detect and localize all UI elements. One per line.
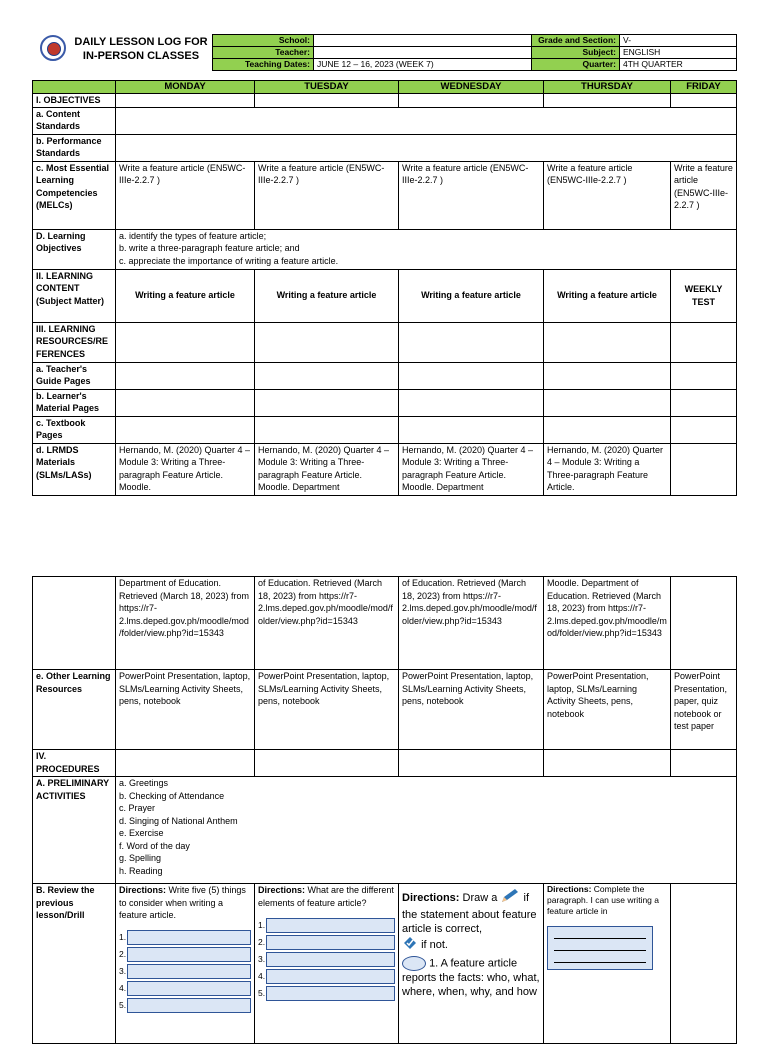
cell[interactable] — [671, 322, 737, 362]
directions-text-part1: Draw a — [462, 891, 498, 904]
row-label-melcs: c. Most Essential Learning Competencies (MELCs) — [33, 161, 116, 229]
other-friday: PowerPoint Presentation, paper, quiz notebook or test paper — [671, 670, 737, 750]
quarter-label: Quarter: — [532, 59, 620, 71]
item-number: 3. — [119, 966, 127, 977]
cell[interactable] — [116, 94, 255, 108]
day-friday: FRIDAY — [671, 81, 737, 94]
answer-line-4 — [119, 982, 251, 996]
item-number: 2. — [119, 949, 127, 960]
melc-tuesday: Write a feature article (EN5WC-IIIe-2.2.7 ) — [255, 161, 399, 229]
item-number: 5. — [119, 1000, 127, 1011]
form-title-line1: DAILY LESSON LOG FOR — [74, 36, 208, 48]
cell[interactable] — [255, 362, 399, 389]
item-number: 3. — [258, 953, 266, 964]
directions-text: What are the different elements of feature article? — [258, 885, 394, 908]
school-label: School: — [213, 35, 314, 47]
melc-wednesday: Write a feature article (EN5WC-IIIe-2.2.7 ) — [399, 161, 544, 229]
lrmds-thursday-part2: Moodle. Department of Education. Retrieved (March 18, 2023) from https://r7-2.lms.deped.gov.ph/moodle/mod/folder/view.php?id=15343 — [544, 577, 671, 670]
cell[interactable] — [544, 416, 671, 443]
answer-line-1 — [258, 918, 395, 932]
cell[interactable] — [671, 884, 737, 1044]
day-wednesday: WEDNESDAY — [399, 81, 544, 94]
cell[interactable] — [671, 362, 737, 389]
cell[interactable] — [399, 389, 544, 416]
cell[interactable] — [671, 577, 737, 670]
row-label-learners-material: b. Learner's Material Pages — [33, 389, 116, 416]
objective-b: b. write a three-paragraph feature article; and — [119, 243, 300, 253]
item-number: 4. — [258, 970, 266, 981]
lesson-log-table-page1 — [32, 80, 737, 496]
dates-field[interactable]: JUNE 12 – 16, 2023 (WEEK 7) — [314, 59, 532, 71]
cell[interactable] — [399, 322, 544, 362]
row-label-lrmds: d. LRMDS Materials (SLMs/LASs) — [33, 443, 116, 495]
answer-box[interactable] — [127, 947, 251, 962]
cell[interactable] — [671, 443, 737, 495]
cell[interactable] — [255, 94, 399, 108]
content-thursday: Writing a feature article — [544, 269, 671, 322]
cell[interactable] — [116, 750, 255, 777]
answer-line-3 — [119, 965, 251, 979]
lrmds-wednesday-part2: of Education. Retrieved (March 18, 2023) from https://r7-2.lms.deped.gov.ph/moodle/mod/folder/view.php?id=15343 — [399, 577, 544, 670]
answer-box[interactable] — [266, 935, 395, 950]
cell[interactable] — [399, 94, 544, 108]
lrmds-monday-part1: Hernando, M. (2020) Quarter 4 – Module 3: Writing a Three-paragraph Feature Article. Moodle. — [116, 443, 255, 495]
prelim-item: c. Prayer — [119, 803, 156, 813]
cell[interactable] — [671, 94, 737, 108]
cell — [33, 577, 116, 670]
review-tuesday — [255, 884, 399, 1044]
form-title — [70, 35, 212, 63]
answer-box[interactable] — [266, 986, 395, 1001]
row-label-objectives: I. OBJECTIVES — [33, 94, 116, 108]
answer-box[interactable] — [127, 964, 251, 979]
school-field[interactable] — [314, 35, 532, 47]
grade-label: Grade and Section: — [532, 35, 620, 47]
other-wednesday: PowerPoint Presentation, laptop, SLMs/Learning Activity Sheets, pens, notebook — [399, 670, 544, 750]
cell[interactable] — [671, 389, 737, 416]
answer-line-3 — [258, 952, 395, 966]
answer-box[interactable] — [266, 969, 395, 984]
lrmds-tuesday-part2: of Education. Retrieved (March 18, 2023) from https://r7-2.lms.deped.gov.ph/moodle/mod/folder/view.php?id=15343 — [255, 577, 399, 670]
row-label-learning-content: II. LEARNING CONTENT (Subject Matter) — [33, 269, 116, 322]
item-number: 1. — [258, 919, 266, 930]
cell[interactable] — [399, 362, 544, 389]
cell[interactable] — [255, 389, 399, 416]
content-tuesday: Writing a feature article — [255, 269, 399, 322]
directions-label: Directions: — [258, 885, 306, 895]
other-tuesday: PowerPoint Presentation, laptop, SLMs/Learning Activity Sheets, pens, notebook — [255, 670, 399, 750]
cell[interactable] — [116, 362, 255, 389]
cell[interactable] — [544, 322, 671, 362]
grade-field[interactable]: V- — [620, 35, 737, 47]
cell[interactable] — [544, 94, 671, 108]
cell[interactable] — [116, 389, 255, 416]
content-wednesday: Writing a feature article — [399, 269, 544, 322]
objective-c: c. appreciate the importance of writing a feature article. — [119, 255, 339, 266]
quarter-field[interactable]: 4TH QUARTER — [620, 59, 737, 71]
logo-seal — [40, 35, 66, 61]
directions-text: Complete the paragraph. I can use writing a feature article in — [547, 884, 659, 916]
day-monday: MONDAY — [116, 81, 255, 94]
pencil-icon — [500, 888, 520, 908]
cell[interactable] — [255, 416, 399, 443]
row-label-other-resources: e. Other Learning Resources — [33, 670, 116, 750]
corner-cell — [33, 81, 116, 94]
prelim-item: d. Singing of National Anthem — [119, 815, 238, 826]
answer-line-5 — [119, 999, 251, 1013]
objective-a: a. identify the types of feature article; — [119, 230, 267, 241]
row-label-resources: III. LEARNING RESOURCES/REFERENCES — [33, 322, 116, 362]
lesson-log-table-page2 — [32, 576, 737, 1044]
diamond-check-icon — [402, 936, 418, 954]
melc-monday: Write a feature article (EN5WC-IIIe-2.2.7 ) — [116, 161, 255, 229]
review-thursday — [544, 884, 671, 1044]
row-label-procedures: IV. PROCEDURES — [33, 750, 116, 777]
cell[interactable] — [255, 750, 399, 777]
day-tuesday: TUESDAY — [255, 81, 399, 94]
form-title-line2: IN-PERSON CLASSES — [82, 50, 200, 62]
directions-label: Directions: — [547, 884, 592, 894]
day-thursday: THURSDAY — [544, 81, 671, 94]
row-label-content-standards: a. Content Standards — [33, 107, 116, 134]
row-label-performance-standards: b. Performance Standards — [33, 134, 116, 161]
answer-line-2 — [119, 948, 251, 962]
item-number: 5. — [258, 987, 266, 998]
cell[interactable] — [671, 416, 737, 443]
prelim-item: h. Reading — [119, 865, 163, 876]
header-info-table — [212, 34, 737, 71]
cell[interactable] — [544, 750, 671, 777]
answer-box[interactable] — [266, 952, 395, 967]
directions-text-part3: if not. — [421, 938, 448, 951]
learning-objectives-cell — [116, 229, 737, 269]
review-monday — [116, 884, 255, 1044]
answer-box[interactable] — [127, 930, 251, 945]
subject-field[interactable]: ENGLISH — [620, 47, 737, 59]
item-number: 4. — [119, 983, 127, 994]
weekly-test-friday: WEEKLY TEST — [671, 269, 737, 322]
lrmds-tuesday-part1: Hernando, M. (2020) Quarter 4 – Module 3: Writing a Three-paragraph Feature Article. Moodle. Department — [255, 443, 399, 495]
content-monday: Writing a feature article — [116, 269, 255, 322]
cell[interactable] — [255, 322, 399, 362]
day-header-row — [33, 81, 737, 94]
cell[interactable] — [399, 416, 544, 443]
cell[interactable] — [399, 750, 544, 777]
other-monday: PowerPoint Presentation, laptop, SLMs/Learning Activity Sheets, pens, notebook — [116, 670, 255, 750]
directions-label: Directions: — [119, 885, 167, 895]
answer-line-5 — [258, 986, 395, 1000]
subject-label: Subject: — [532, 47, 620, 59]
answer-line-2 — [258, 935, 395, 949]
row-label-learning-objectives: D. Learning Objectives — [33, 229, 116, 269]
prelim-item: f. Word of the day — [119, 840, 190, 851]
answer-box[interactable] — [266, 918, 395, 933]
row-label-textbook: c. Textbook Pages — [33, 416, 116, 443]
oval-answer-icon[interactable] — [402, 956, 426, 971]
prelim-item: a. Greetings — [119, 778, 169, 788]
answer-line-1 — [119, 931, 251, 945]
item-number: 2. — [258, 936, 266, 947]
directions-text-part2: if the statement about feature article is correct, — [402, 891, 537, 935]
row-label-teachers-guide: a. Teacher's Guide Pages — [33, 362, 116, 389]
other-thursday: PowerPoint Presentation, laptop, SLMs/Learning Activity Sheets, pens, notebook — [544, 670, 671, 750]
cell[interactable] — [671, 750, 737, 777]
teacher-field[interactable] — [314, 47, 532, 59]
dates-label: Teaching Dates: — [213, 59, 314, 71]
prelim-item: e. Exercise — [119, 828, 164, 838]
row-label-preliminary: A. PRELIMINARY ACTIVITIES — [33, 777, 116, 884]
answer-box[interactable] — [127, 981, 251, 996]
review-wednesday — [399, 884, 544, 1044]
directions-text: Write five (5) things to consider when writing a feature article. — [119, 885, 246, 920]
cell[interactable] — [116, 416, 255, 443]
lrmds-thursday-part1: Hernando, M. (2020) Quarter 4 – Module 3: Writing a Three-paragraph Feature Article. — [544, 443, 671, 495]
cell[interactable] — [544, 362, 671, 389]
item-number: 1. — [119, 932, 127, 943]
answer-line-4 — [258, 969, 395, 983]
lrmds-wednesday-part1: Hernando, M. (2020) Quarter 4 – Module 3: Writing a Three-paragraph Feature Article. Moodle. Department — [399, 443, 544, 495]
answer-box[interactable] — [127, 998, 251, 1013]
melc-thursday: Write a feature article (EN5WC-IIIe-2.2.7 ) — [544, 161, 671, 229]
cell[interactable] — [544, 389, 671, 416]
performance-standards-cell[interactable] — [116, 134, 737, 161]
row-label-review: B. Review the previous lesson/Drill — [33, 884, 116, 1044]
cell[interactable] — [116, 322, 255, 362]
content-standards-cell[interactable] — [116, 107, 737, 134]
answer-box[interactable] — [547, 926, 653, 970]
preliminary-activities-cell — [116, 777, 737, 884]
teacher-label: Teacher: — [213, 47, 314, 59]
directions-label: Directions: — [402, 891, 460, 904]
prelim-item: g. Spelling — [119, 853, 162, 863]
statement-item-1: 1. A feature article reports the facts: who, what, where, when, why, and how — [402, 957, 540, 998]
melc-friday: Write a feature article (EN5WC-IIIe-2.2.7 ) — [671, 161, 737, 229]
prelim-item: b. Checking of Attendance — [119, 790, 225, 801]
lrmds-monday-part2: Department of Education. Retrieved (March 18, 2023) from https://r7-2.lms.deped.gov.ph/moodle/mod/folder/view.php?id=15343 — [116, 577, 255, 670]
